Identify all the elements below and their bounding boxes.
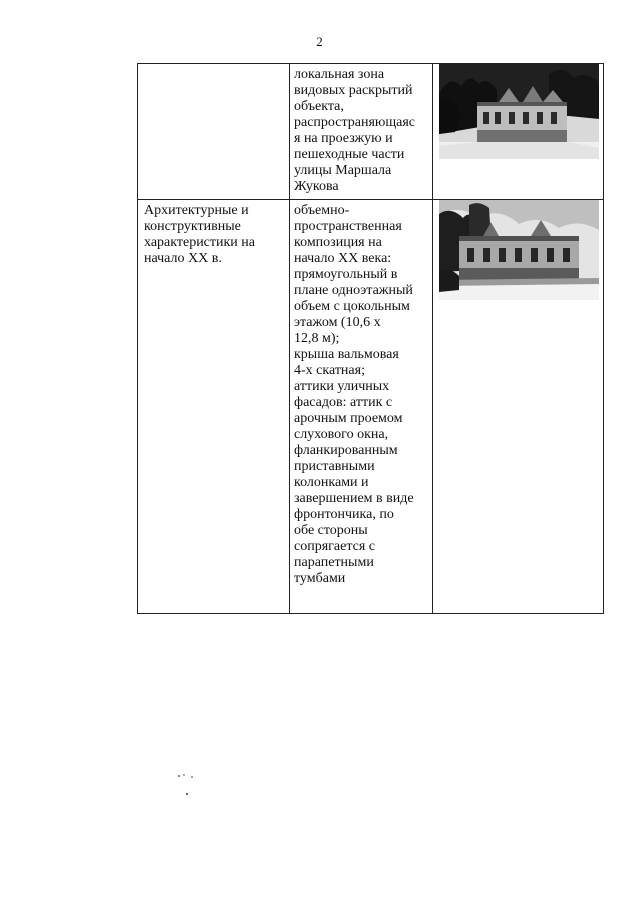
text-line: тумбами xyxy=(294,571,346,586)
text-line: пространственная xyxy=(294,219,402,234)
text-line: приставными xyxy=(294,459,375,474)
text-line: обе стороны xyxy=(294,523,368,538)
text-line: характеристики на xyxy=(144,235,256,250)
text-line: объем с цокольным xyxy=(294,299,410,314)
text-line: фасадов: аттик с xyxy=(294,395,393,410)
text-line: аттики уличных xyxy=(294,379,390,394)
row-label-cell xyxy=(138,64,290,200)
text-line: фронтончика, по xyxy=(294,507,394,522)
row-photo-cell xyxy=(433,200,604,614)
text-line: локальная зона xyxy=(294,67,385,82)
row-value-cell xyxy=(290,200,433,614)
text-line: пешеходные части xyxy=(294,147,405,162)
page-number: 2 xyxy=(316,34,323,49)
text-line: слухового окна, xyxy=(294,427,389,442)
table-row xyxy=(138,200,604,614)
text-line: плане одноэтажный xyxy=(294,283,413,298)
row-label-cell xyxy=(138,200,290,614)
text-line: сопрягается с xyxy=(294,539,375,554)
text-line: колонками и xyxy=(294,475,369,490)
text-line: завершением в виде xyxy=(294,491,414,506)
scan-specks xyxy=(175,770,205,800)
historic-building-photo xyxy=(439,64,599,159)
text-line: распространяющаяс xyxy=(294,115,416,130)
text-line: конструктивные xyxy=(144,219,241,234)
text-line: Архитектурные и xyxy=(144,203,249,218)
row-label-text xyxy=(138,200,289,267)
historic-building-photo xyxy=(439,200,599,300)
text-line: Жукова xyxy=(294,179,339,194)
text-line: видовых раскрытий xyxy=(294,83,413,98)
text-line: прямоугольный в xyxy=(294,267,398,282)
text-line: композиция на xyxy=(294,235,382,250)
row-photo-cell xyxy=(433,64,604,200)
row-value-text xyxy=(290,64,432,195)
text-line: начало XX века: xyxy=(294,251,392,266)
row-value-text xyxy=(290,200,432,587)
text-line: я на проезжую и xyxy=(294,131,393,146)
text-line: улицы Маршала xyxy=(294,163,392,178)
text-line: 4-х скатная; xyxy=(294,363,365,378)
text-line: крыша вальмовая xyxy=(294,347,399,362)
text-line: арочным проемом xyxy=(294,411,403,426)
heritage-object-table xyxy=(137,63,604,614)
text-line: фланкированным xyxy=(294,443,398,458)
table-row xyxy=(138,64,604,200)
text-line: начало XX в. xyxy=(144,251,222,266)
text-line: объекта, xyxy=(294,99,344,114)
text-line: 12,8 м); xyxy=(294,331,340,346)
text-line: парапетными xyxy=(294,555,374,570)
text-line: этажом (10,6 х xyxy=(294,315,381,330)
text-line: объемно- xyxy=(294,203,350,218)
row-value-cell xyxy=(290,64,433,200)
row-label-text xyxy=(138,64,289,67)
